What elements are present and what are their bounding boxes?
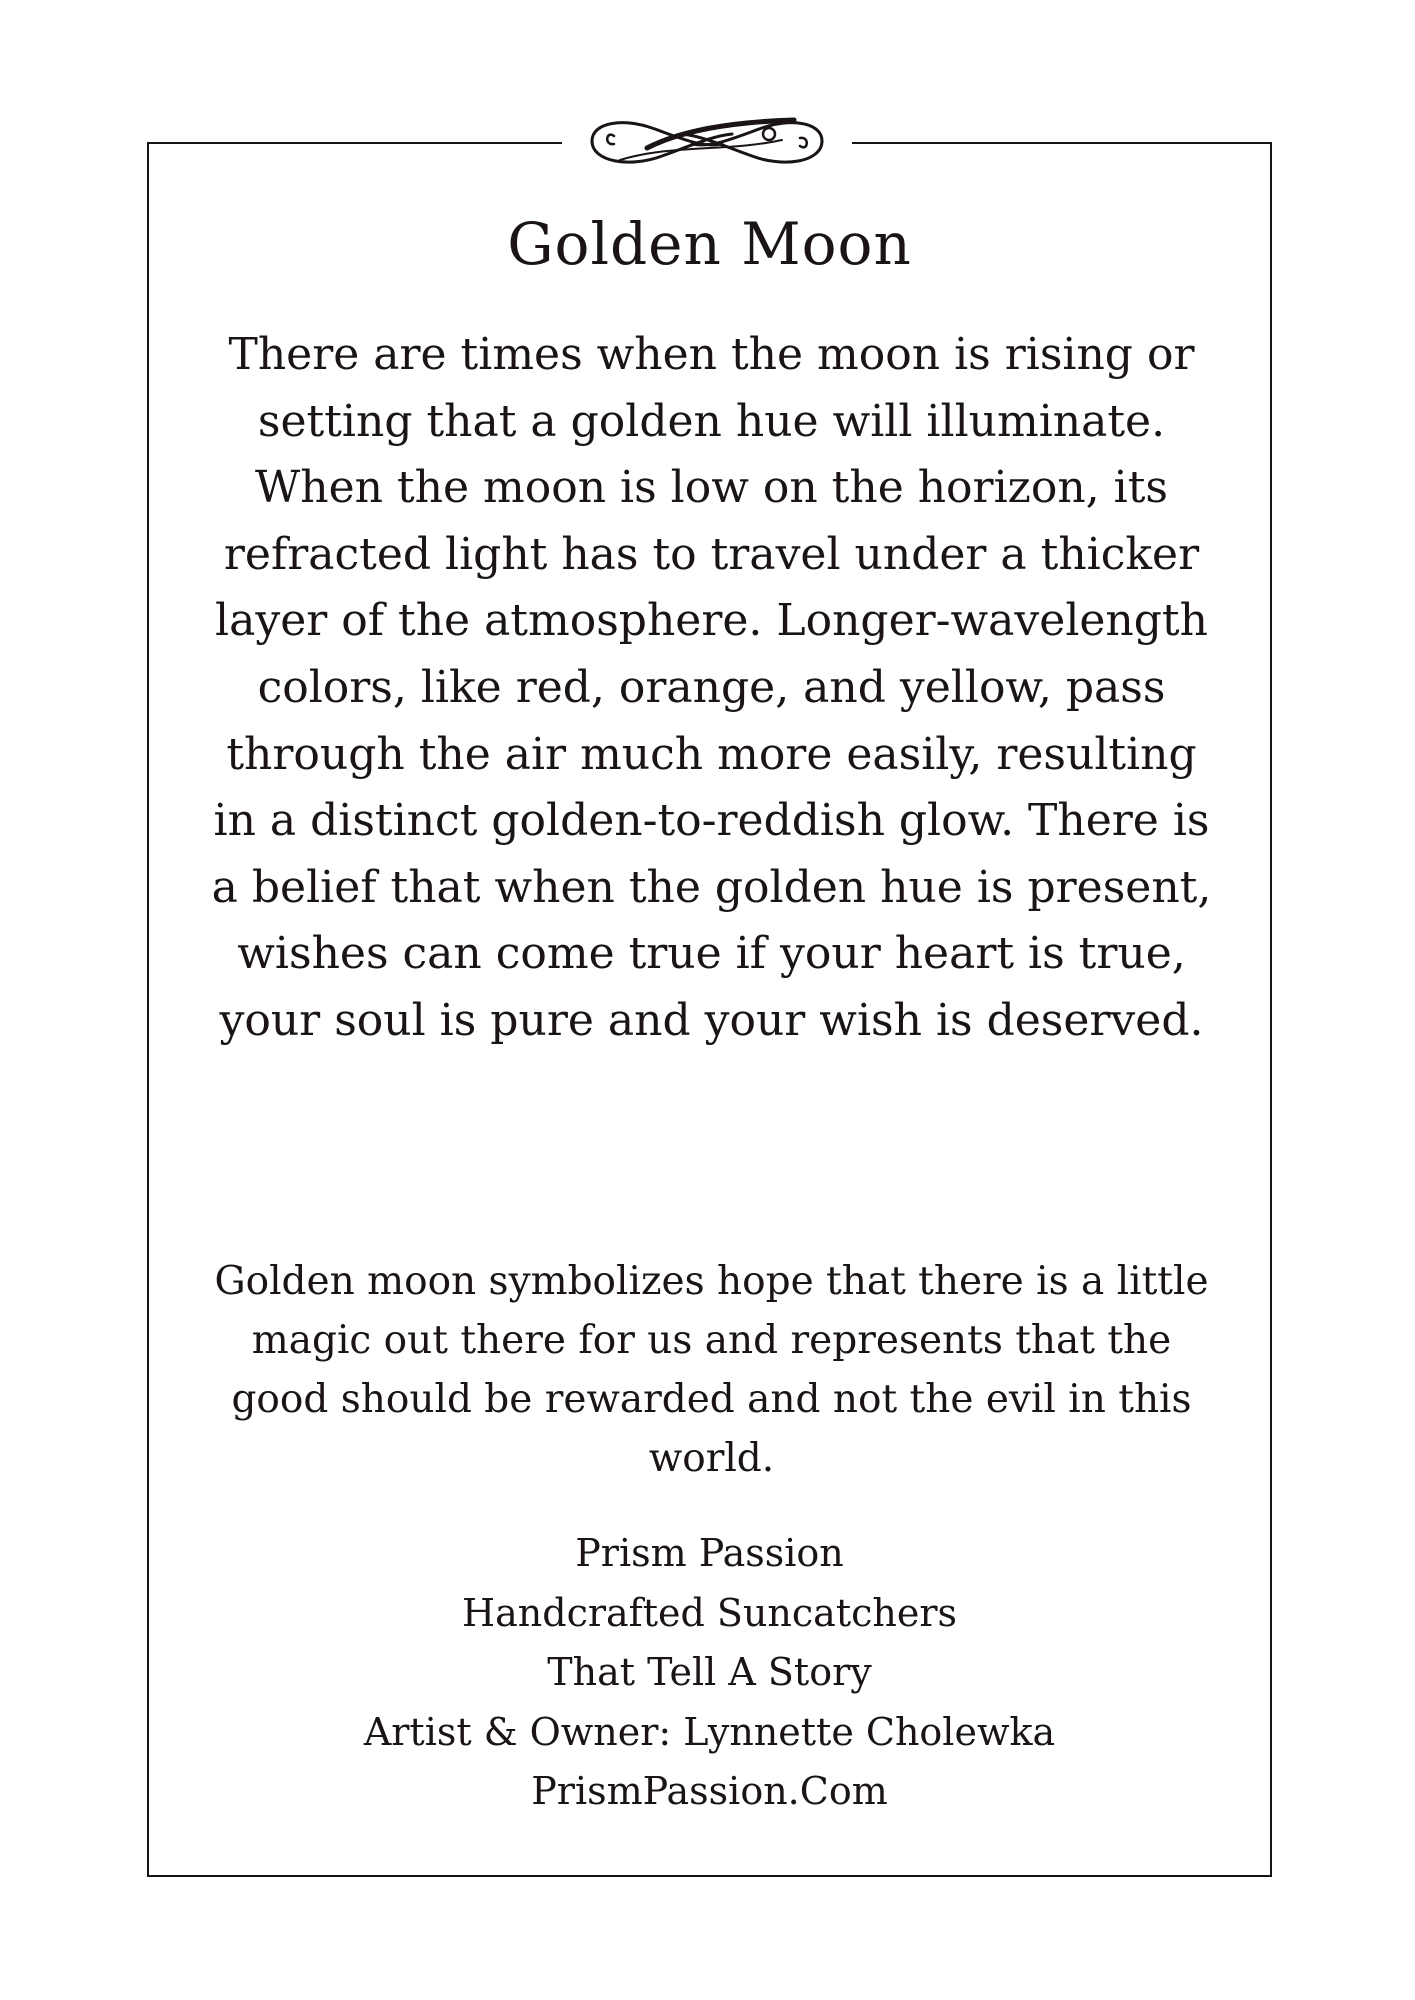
tagline-line-1: Handcrafted Suncatchers bbox=[461, 1590, 958, 1635]
story-paragraph: There are times when the moon is rising or setting that a golden hue will illuminate. When the moon is low on the horizon, its refracted light has to travel under a thicker layer of the atmosphere. Longer-wavelength colors, like red, orange, and yellow, pass through the air much more easily, resulting in a distinct golden-to-reddish glow. There is a belief that when the golden hue is present, wishes can come true if your heart is true, your soul is pure and your wish is deserved. bbox=[211, 329, 1212, 1046]
story-card bbox=[147, 142, 1272, 1877]
website-link[interactable]: PrismPassion.Com bbox=[531, 1769, 888, 1813]
credits-block bbox=[149, 1524, 1270, 1822]
artist-owner-line: Artist & Owner: Lynnette Cholewka bbox=[363, 1709, 1056, 1754]
page-title: Golden Moon bbox=[507, 210, 912, 278]
flourish-scroll-icon bbox=[562, 100, 852, 182]
business-name: Prism Passion bbox=[575, 1531, 844, 1575]
symbolism-paragraph: Golden moon symbolizes hope that there is a little magic out there for us and represents that the good should be rewarded and not the evil in this world. bbox=[214, 1259, 1209, 1481]
tagline-line-2: That Tell A Story bbox=[547, 1650, 872, 1694]
